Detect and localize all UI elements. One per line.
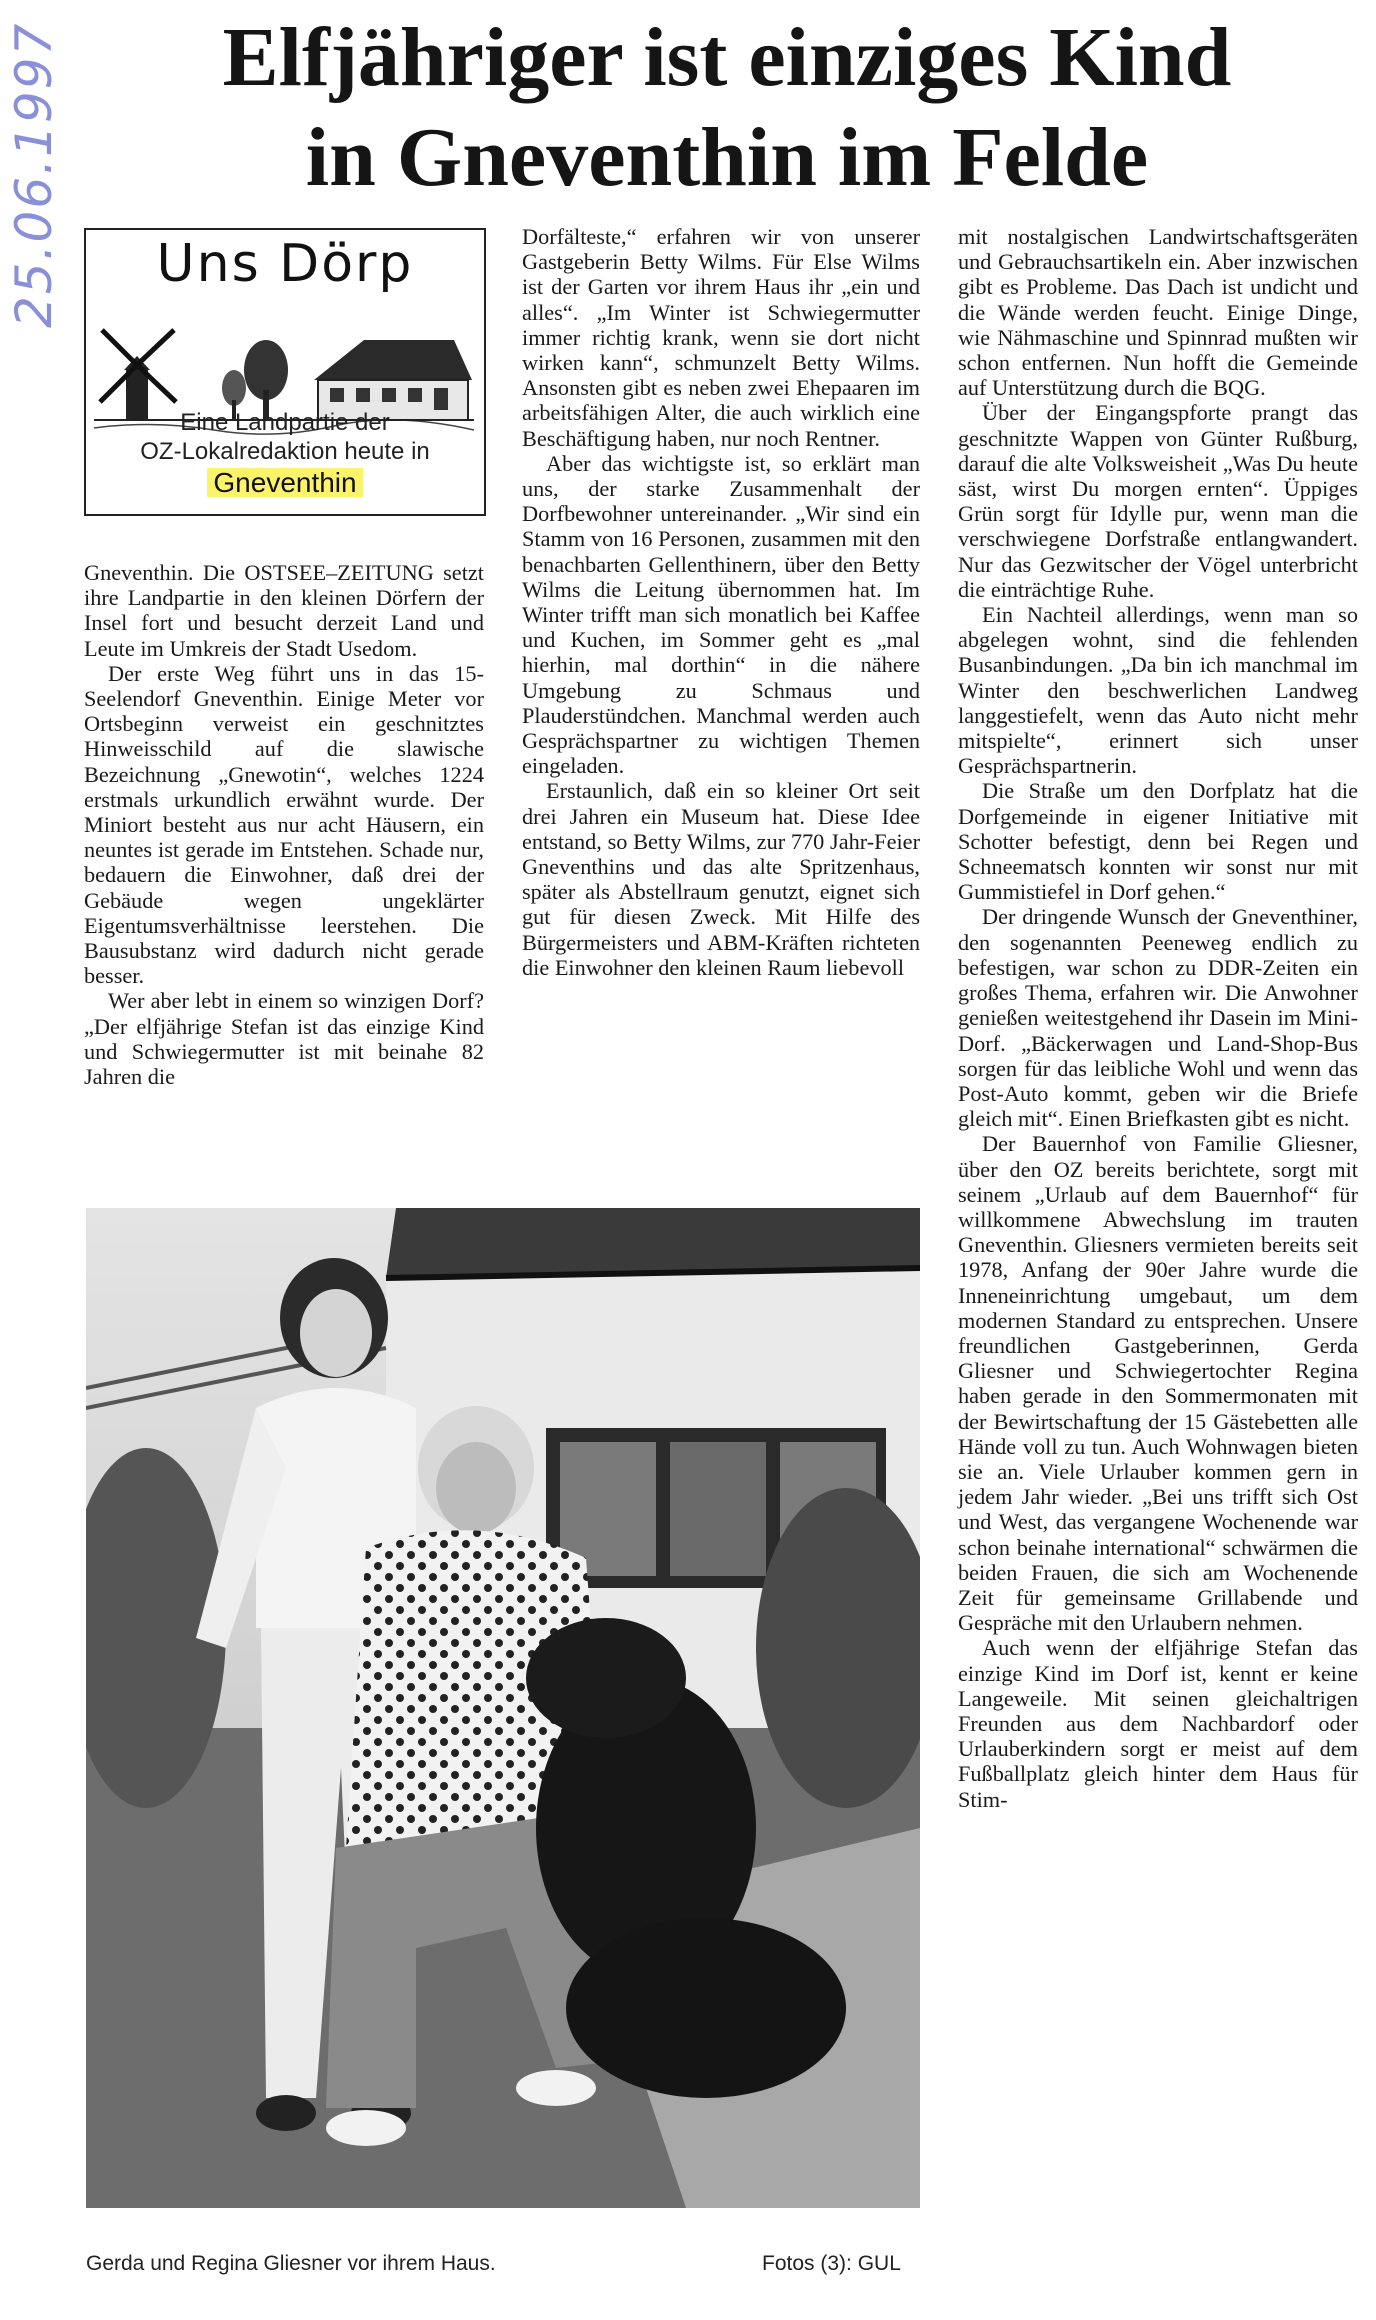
paragraph: Auch wenn der elfjährige Stefan das einzige Kind im Dorf ist, kennt er keine Langeweile. Mit seinen gleichaltrigen Freunden aus dem Nachbardorf oder Urlauberkindern sorgt er meist auf dem Fußballplatz gleich hinter dem Haus für Stim-: [958, 1635, 1358, 1812]
handwritten-date-note: 25.06.1997: [5, 21, 63, 329]
headline-line-2: in Gneventhin im Felde: [305, 111, 1149, 204]
paragraph: Wer aber lebt in einem so winzigen Dorf? „Der elfjährige Stefan ist das einzige Kind und Schwiegermutter ist mit beinahe 82 Jahren die: [84, 988, 484, 1090]
infobox-place-highlight: Gneventhin: [207, 468, 362, 497]
paragraph: Über der Eingangspforte prangt das geschnitzte Wappen von Günter Rußburg, darauf die alte Volksweisheit „Was Du heute säst, wirst Du morgen ernten“. Üppiges Grün sorgt für Idylle pur, wenn man die verschwiegene Dorfstraße entlangwandert. Nur das Gezwitscher der Vögel unterbricht die einträchtige Ruhe.: [958, 400, 1358, 602]
paragraph: Die Straße um den Dorfplatz hat die Dorfgemeinde in eigener Initiative mit Schotter befestigt, denn bei Regen und Schneematsch konnten wir sonst nur mit Gummistiefel in Dorf gehen.“: [958, 778, 1358, 905]
photo-caption: Gerda und Regina Gliesner vor ihrem Haus.: [86, 2252, 496, 2275]
paragraph: Der erste Weg führt uns in das 15-Seelendorf Gneventhin. Einige Meter vor Ortsbeginn verweist ein geschnitztes Hinweisschild auf die slawische Bezeichnung „Gnewotin“, welches 1224 erstmals urkundlich erwähnt wurde. Der Miniort besteht aus nur acht Häusern, ein neuntes ist gerade im Entstehen. Schade nur, bedauern die Einwohner, daß drei der Gebäude wegen ungeklärter Eigentumsverhältnisse leerstehen. Die Bausubstanz wird dadurch nicht gerade besser.: [84, 660, 484, 989]
paragraph: mit nostalgischen Landwirtschaftsgeräten und Gebrauchsartikeln ein. Aber inzwischen gibt es Probleme. Das Dach ist undicht und die Wände werden feucht. Einige Dinge, wie Nähmaschine und Spinnrad mußten wir schon entfernen. Nun hofft die Gemeinde auf Unterstützung durch die BQG.: [958, 224, 1358, 401]
article-column-3: [958, 224, 1358, 1812]
paragraph: Ein Nachteil allerdings, wenn man so abgelegen wohnt, sind die fehlenden Busanbindungen. „Da bin ich manchmal im Winter den beschwerlichen Landweg langgestiefelt, wenn das Auto nicht mehr mitspielte“, erinnert sich unser Gesprächspartnerin.: [958, 602, 1358, 779]
article-column-2: [522, 224, 920, 980]
paragraph: Dorfälteste,“ erfahren wir von unserer Gastgeberin Betty Wilms. Für Else Wilms ist der Garten vor ihrem Haus ihr „ein und alles“. „Im Winter ist Schwiegermutter immer richtig krank, wenn sie dort nicht wirken kann“, schmunzelt Betty Wilms. Ansonsten gibt es neben zwei Ehepaaren im arbeitsfähigen Alter, die auch wirklich eine Beschäftigung haben, nur noch Rentner.: [522, 224, 920, 451]
infobox-subtitle: [86, 408, 484, 499]
infobox-subtitle-line-2: OZ-Lokalredaktion heute in: [140, 438, 430, 465]
paragraph: Erstaunlich, daß ein so kleiner Ort seit drei Jahren ein Museum hat. Diese Idee entstand, so Betty Wilms, zur 770 Jahr-Feier Gneventhins und das alte Spritzenhaus, später als Abstellraum genutzt, eignet sich gut für diesen Zweck. Mit Hilfe des Bürgermeisters und ABM-Kräften richteten die Einwohner den kleinen Raum liebevoll: [522, 778, 920, 980]
photo-credit: Fotos (3): GUL: [762, 2252, 901, 2275]
article-photo: [86, 1208, 920, 2208]
article-column-1: [84, 560, 484, 1089]
paragraph: Der dringende Wunsch der Gneventhiner, den sogenannten Peeneweg endlich zu befestigen, war schon zu DDR-Zeiten ein großes Thema, erfahren wir. Die Anwohner genießen weitestgehend ihr Dasein im Mini-Dorf. „Bäckerwagen und Land-Shop-Bus sorgen für das leibliche Wohl und wenn das Post-Auto kommt, geben wir die Briefe gleich mit“. Einen Briefkasten gibt es nicht.: [958, 904, 1358, 1132]
headline-line-1: Elfjähriger ist einziges Kind: [222, 11, 1232, 104]
paragraph: Der Bauernhof von Familie Gliesner, über den OZ bereits berichtete, sorgt mit seinem „Urlaub auf dem Bauernhof“ für willkommene Abwechslung im trauten Gneventhin. Gliesners vermieten bereits seit 1978, Anfang der 90er Jahre wurde die Inneneinrichtung umgebaut, um dem modernen Standard zu entsprechen. Unsere freundlichen Gastgeberinnen, Gerda Gliesner und Schwiegertochter Regina haben gerade in den Sommermonaten mit der Bewirtschaftung der 15 Gästebetten alle Hände voll zu tun. Auch Wohnwagen bieten sie an. Viele Urlauber kommen gern in jedem Jahr wieder. „Bei uns trifft sich Ost und West, das vergangene Wochenende war schon beinahe international“ schwärmen die beiden Frauen, die sich am Wochenende Zeit für gemeinsame Grillabende und Gespräche mit den Urlaubern nehmen.: [958, 1131, 1358, 1636]
uns-doerp-infobox: [84, 228, 486, 516]
paragraph: Gneventhin. Die OSTSEE–ZEITUNG setzt ihre Landpartie in den kleinen Dörfern der Insel fort und besucht derzeit Land und Leute im Umkreis der Stadt Usedom.: [84, 560, 484, 661]
infobox-title: Uns Dörp: [156, 234, 414, 294]
infobox-subtitle-line-1: Eine Landpartie der: [180, 409, 390, 436]
headline: [92, 8, 1362, 208]
photo-two-women-with-dog: [86, 1208, 920, 2208]
paragraph: Aber das wichtigste ist, so erklärt man uns, der starke Zusammenhalt der Dorfbewohner untereinander. „Wir sind ein Stamm von 16 Personen, zusammen mit den benachbarten Gellenthinern, über den Betty Wilms die Leitung übernommen hat. Im Winter trifft man sich monatlich bei Kaffee und Kuchen, im Sommer geht es „mal hierhin, mal dorthin“ in die nähere Umgebung zu Schmaus und Plauderstündchen. Manchmal werden auch Gesprächspartner zu wichtigen Themen eingeladen.: [522, 450, 920, 779]
windmill-icon: [100, 330, 176, 420]
